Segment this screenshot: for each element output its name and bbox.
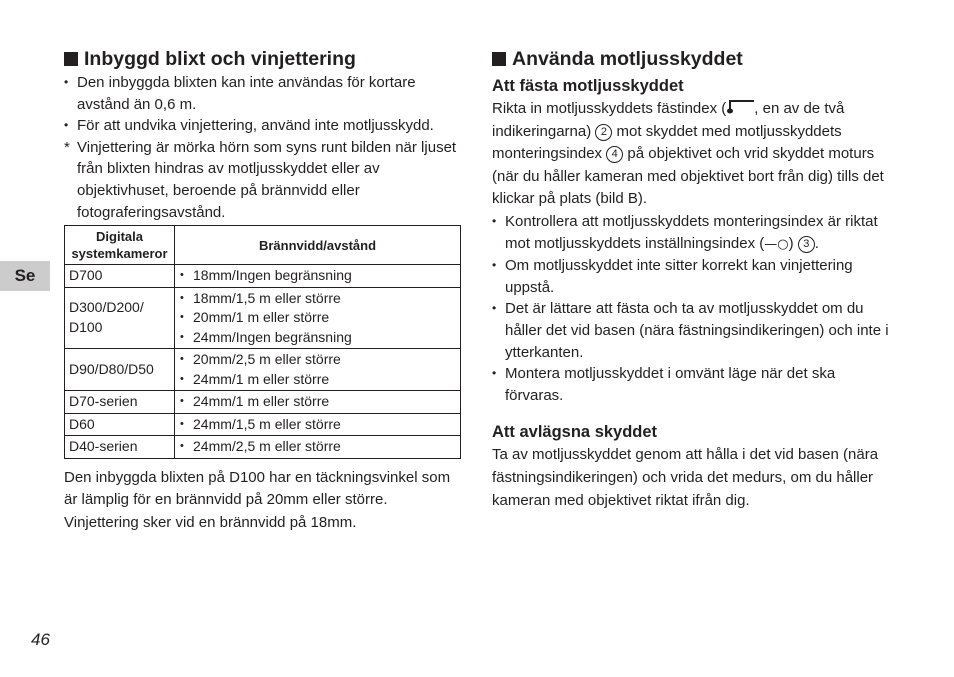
callout-number: 2 <box>595 124 612 141</box>
mounting-index-icon <box>726 100 754 114</box>
left-column <box>64 46 462 534</box>
list-item: • Den inbyggda blixten kan inte användas för kortare avstånd än 0,6 m. <box>64 72 462 115</box>
list-item: • Om motljusskyddet inte sitter korrekt kan vinjettering uppstå. <box>492 255 892 298</box>
list-item: • Det är lättare att fästa och ta av motljusskyddet om du håller det vid basen (nära fästningsindikeringen) och inte i ytterkanten. <box>492 298 892 363</box>
subheading-attach: Att fästa motljusskyddet <box>492 77 684 95</box>
setting-index-icon: —○ <box>764 236 789 252</box>
table-row: D90/D80/D50 • 20mm/2,5 m eller större • 24mm/1 m eller större <box>65 349 461 391</box>
table-row: D300/D200/ D100 • 18mm/1,5 m eller större • 20mm/1 m eller större • 24mm/Ingen begränsning <box>65 287 461 349</box>
table-row: D700 • 18mm/Ingen begränsning <box>65 265 461 288</box>
section-heading-lens-hood: Använda motljusskyddet <box>492 46 892 72</box>
page-number: 46 <box>31 630 50 649</box>
table-header-camera: Digitala systemkameror <box>65 226 175 265</box>
callout-number: 4 <box>606 146 623 163</box>
list-item: • För att undvika vinjettering, använd inte motljusskydd. <box>64 115 462 137</box>
attach-bullet-list <box>492 211 892 406</box>
subheading-remove: Att avlägsna skyddet <box>492 423 658 442</box>
section-heading-flash: Inbyggd blixt och vinjettering <box>64 46 462 72</box>
list-item: • Kontrollera att motljusskyddets monteringsindex är riktat mot motljusskyddets inställningsindex (—○) 3 . <box>492 211 892 255</box>
right-column <box>492 46 892 512</box>
list-item: • Montera motljusskyddet i omvänt läge när det ska förvaras. <box>492 363 892 406</box>
table-row: D40-serien • 24mm/2,5 m eller större <box>65 436 461 459</box>
vignetting-note: * Vinjettering är mörka hörn som syns runt bilden när ljuset från blixten hindras av motljusskyddet eller av objektivhuset, beroende på brännvidd eller fotograferingsavstånd. <box>64 138 457 221</box>
square-bullet-icon <box>64 52 78 66</box>
callout-number: 3 <box>798 236 815 253</box>
table-footer-text: Den inbyggda blixten på D100 har en täckningsvinkel som är lämplig för en brännvidd på 20mm eller större. Vinjettering sker vid en brännvidd på 18mm. <box>64 468 451 531</box>
table-row: D60 • 24mm/1,5 m eller större <box>65 413 461 436</box>
square-bullet-icon <box>492 52 506 66</box>
table-header-focal: Brännvidd/avstånd <box>175 226 461 265</box>
language-tab: Se <box>0 261 50 291</box>
table-header-row <box>65 226 461 265</box>
remove-paragraph: Ta av motljusskyddet genom att hålla i det vid basen (nära fästningsindikeringen) och vrida det medurs, om du håller kameran med objektivet riktat ifrån dig. <box>492 446 879 509</box>
table-row: D70-serien • 24mm/1 m eller större <box>65 391 461 414</box>
focal-length-table <box>64 225 461 459</box>
flash-bullet-list <box>64 72 462 137</box>
attach-paragraph: Rikta in motljusskyddets fästindex ( , en av de två indikeringarna) 2 mot skyddet med motljusskyddets monteringsindex 4 på objektivet och vrid skyddet moturs (när du håller kameran med objektivet bort från dig) tills det klickar på plats (bild B). <box>492 100 884 208</box>
